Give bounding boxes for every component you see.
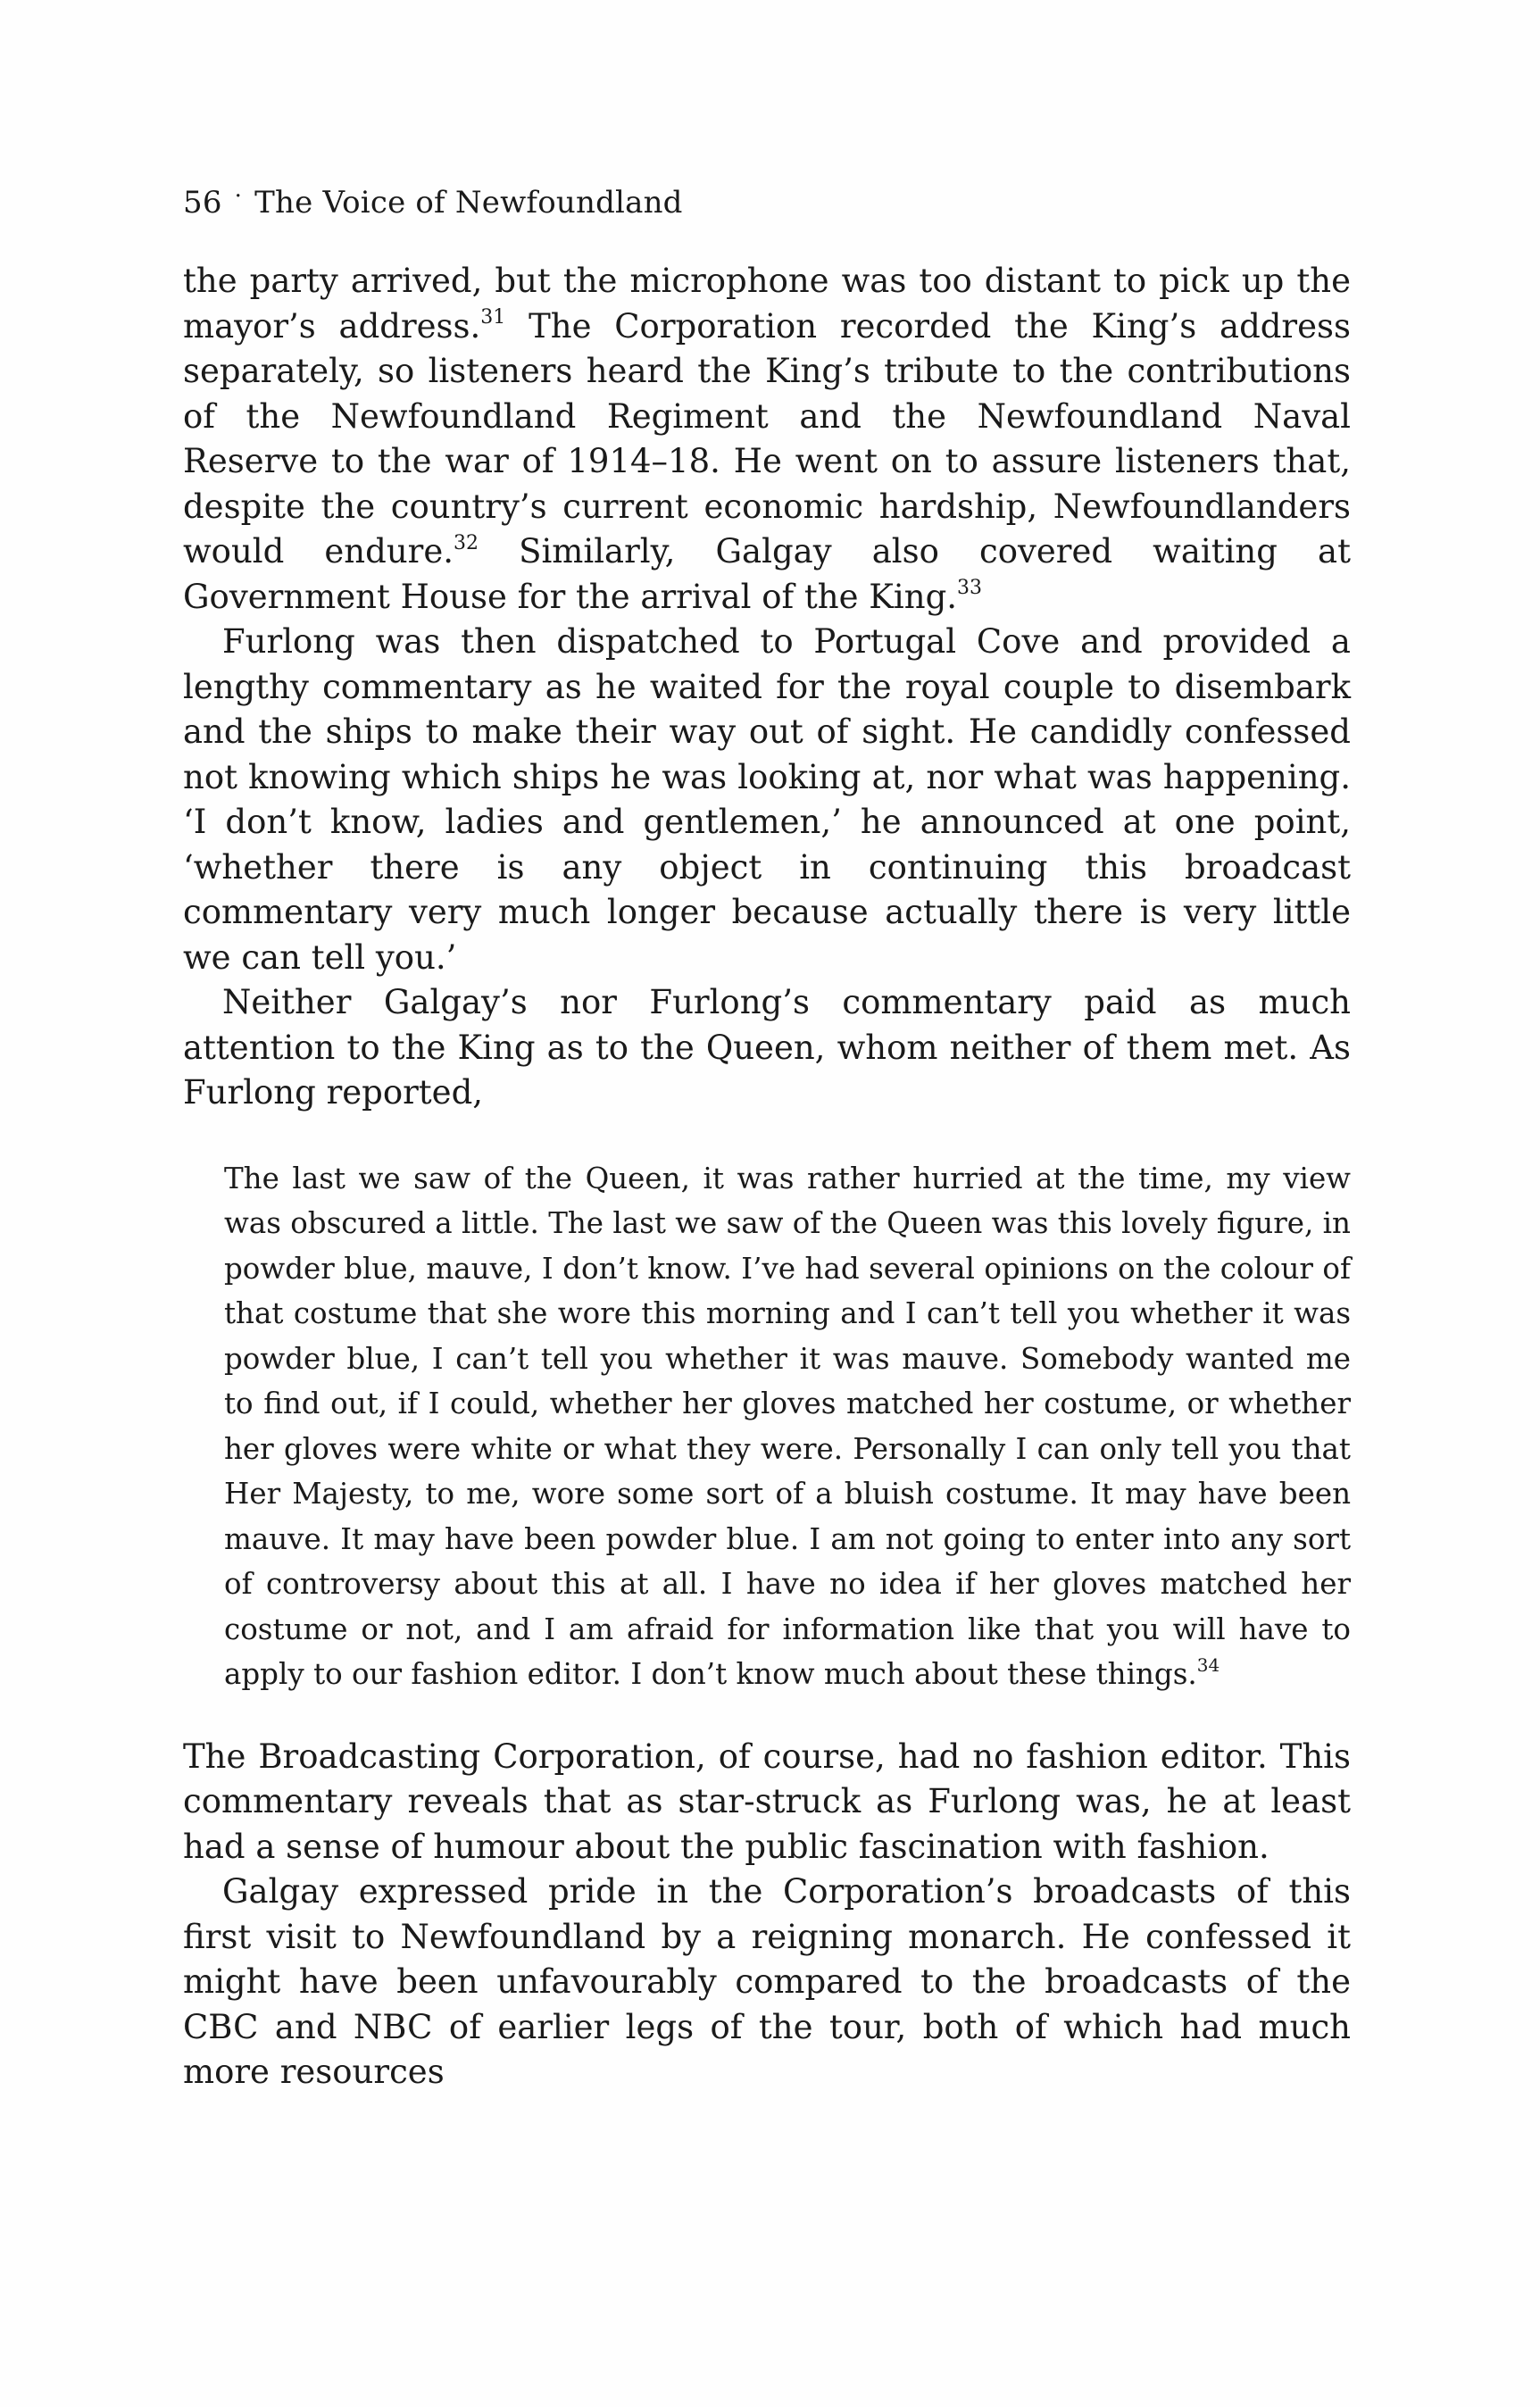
body-text <box>183 259 1351 2095</box>
header-separator: · <box>234 183 243 210</box>
paragraph-text: the party arrived, but the microphone was too distant to pick up the mayor’s address. <box>183 262 1351 346</box>
footnote-ref-32: 32 <box>454 531 479 554</box>
paragraph-1 <box>183 259 1351 620</box>
book-title: The Voice of Newfoundland <box>254 185 683 221</box>
running-head <box>183 183 683 225</box>
paragraph-2: Furlong was then dispatched to Portugal Cove and provided a lengthy commentary as he waited for the royal couple to disembark and the ships to make their way out of sight. He candidly confessed not knowing which ships he was looking at, nor what was happening. ‘I don’t know, ladies and gentlemen,’ he announced at one point, ‘whether there is any object in continuing this broadcast commentary very much longer because actually there is very little we can tell you.’ <box>183 622 1351 977</box>
footnote-ref-31: 31 <box>480 306 506 329</box>
page-number: 56 <box>183 185 222 221</box>
paragraph-3: Neither Galgay’s nor Furlong’s commentary paid as much attention to the King as to the Queen, whom neither of them met. As Furlong reported, <box>183 983 1351 1112</box>
paragraph-text: Similarly, Galgay also covered waiting at Government House for the arrival of the King. <box>183 532 1351 616</box>
footnote-ref-34: 34 <box>1196 1654 1220 1677</box>
footnote-ref-33: 33 <box>957 577 983 600</box>
paragraph-5: Galgay expressed pride in the Corporation’s broadcasts of this first visit to Newfoundland by a reigning monarch. He confessed it might have been unfavourably compared to the broadcasts of the CBC and NBC of earlier legs of the tour, both of which had much more resources <box>183 1872 1351 2091</box>
paragraph-4: The Broadcasting Corporation, of course, had no fashion editor. This commentary reveals that as star-struck as Furlong was, he at least had a sense of humour about the public fascination with fashion. <box>183 1737 1351 1866</box>
block-quote <box>224 1156 1351 1697</box>
block-quote-text: The last we saw of the Queen, it was rather hurried at the time, my view was obscured a little. The last we saw of the Queen was this lovely figure, in powder blue, mauve, I don’t know. I’ve had several opinions on the colour of that costume that she wore this morning and I can’t tell you whether it was powder blue, I can’t tell you whether it was mauve. Somebody wanted me to find out, if I could, whether her gloves matched her costume, or whether her gloves were white or what they were. Personally I can only tell you that Her Majesty, to me, wore some sort of a bluish costume. It may have been mauve. It may have been powder blue. I am not going to enter into any sort of controversy about this at all. I have no idea if her gloves matched her costume or not, and I am afraid for information like that you will have to apply to our fashion editor. I don’t know much about these things. <box>224 1161 1351 1691</box>
paragraph-text: The Corporation recorded the King’s address separately, so listeners heard the King’s tribute to the contributions of the Newfoundland Regiment and the Newfoundland Naval Reserve to the war of 1914–18. He went on to assure listeners that, despite the country’s current economic hardship, Newfoundlanders would endure. <box>183 306 1351 571</box>
